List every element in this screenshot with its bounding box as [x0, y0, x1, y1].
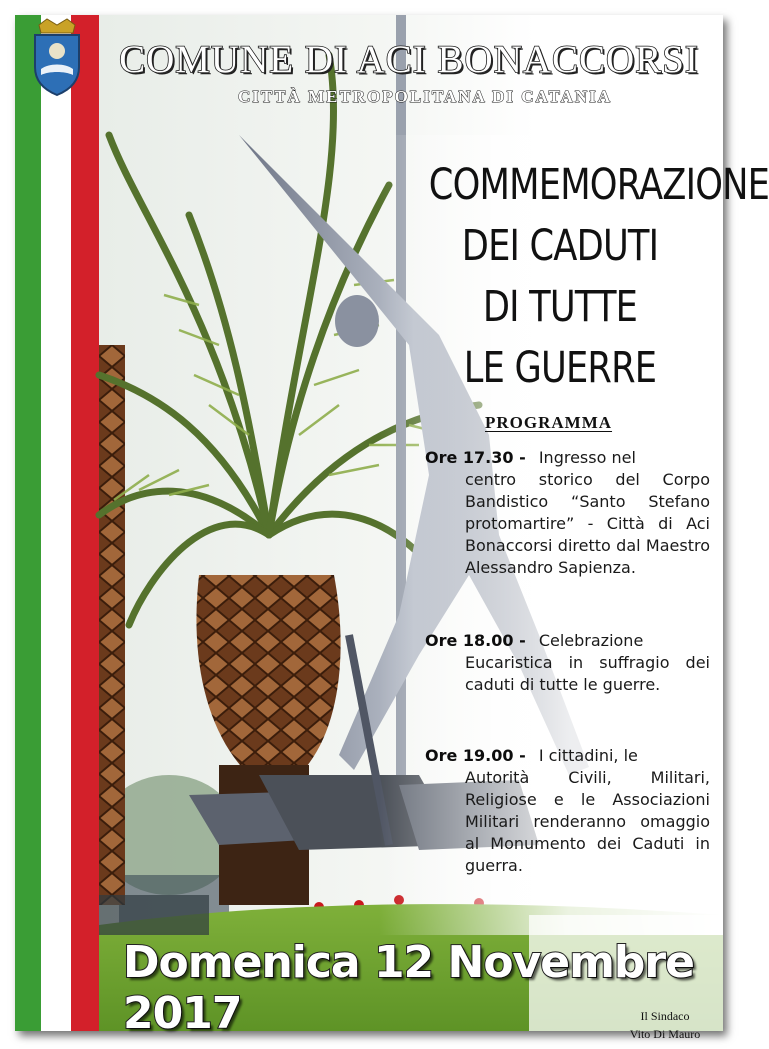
program-entry-lead: I cittadini, le — [538, 746, 638, 765]
signature-name: Vito Di Mauro — [629, 1027, 701, 1041]
event-headline — [428, 155, 769, 399]
flag-stripe-green — [15, 15, 41, 1031]
flag-stripe-red — [71, 15, 99, 1031]
headline-line-1: COMMEMORAZIONE — [428, 160, 769, 210]
program-entry — [425, 447, 725, 607]
poster — [15, 15, 769, 1041]
mayor-signature — [595, 1007, 735, 1043]
headline-line-3: DI TUTTE — [482, 282, 638, 332]
program-entry-time-line — [425, 745, 638, 767]
municipal-crest-icon — [29, 17, 85, 97]
program-entry-text: Eucaristica in suffragio dei caduti di tutte le guerre. — [465, 653, 710, 694]
program-entry-time-line — [425, 630, 643, 652]
flag-stripe-white — [41, 15, 71, 1031]
program-entry-text: centro storico del Corpo Bandistico “Santo Stefano protomartire” - Città di Aci Bonaccorsi diretto dal Maestro Alessandro Sapienza. — [465, 470, 710, 577]
event-date: Domenica 12 Novembre 2017 — [123, 937, 694, 1039]
municipality-title: COMUNE DI ACI BONACCORSI — [119, 38, 699, 81]
program-entry — [425, 745, 725, 915]
headline-line-2: DEI CADUTI — [461, 221, 659, 271]
program-entry — [425, 630, 725, 730]
program-entry-time-line — [425, 447, 636, 469]
signature-role: Il Sindaco — [640, 1009, 690, 1023]
program-entry-text: Autorità Civili, Militari, Religiose e le Associazioni Militari renderanno omaggio al Monumento dei Caduti in guerra. — [465, 768, 710, 875]
program-entry-time: Ore 18.00 - — [425, 631, 526, 650]
program-entry-time: Ore 19.00 - — [425, 746, 526, 765]
program-entry-time: Ore 17.30 - — [425, 448, 526, 467]
program-heading: PROGRAMMA — [485, 413, 613, 432]
program-entry-lead: Celebrazione — [538, 631, 644, 650]
headline-line-4: LE GUERRE — [463, 343, 657, 393]
program-entry-lead: Ingresso nel — [538, 448, 636, 467]
municipality-subtitle: CITTÀ METROPOLITANA DI CATANIA — [237, 87, 613, 106]
